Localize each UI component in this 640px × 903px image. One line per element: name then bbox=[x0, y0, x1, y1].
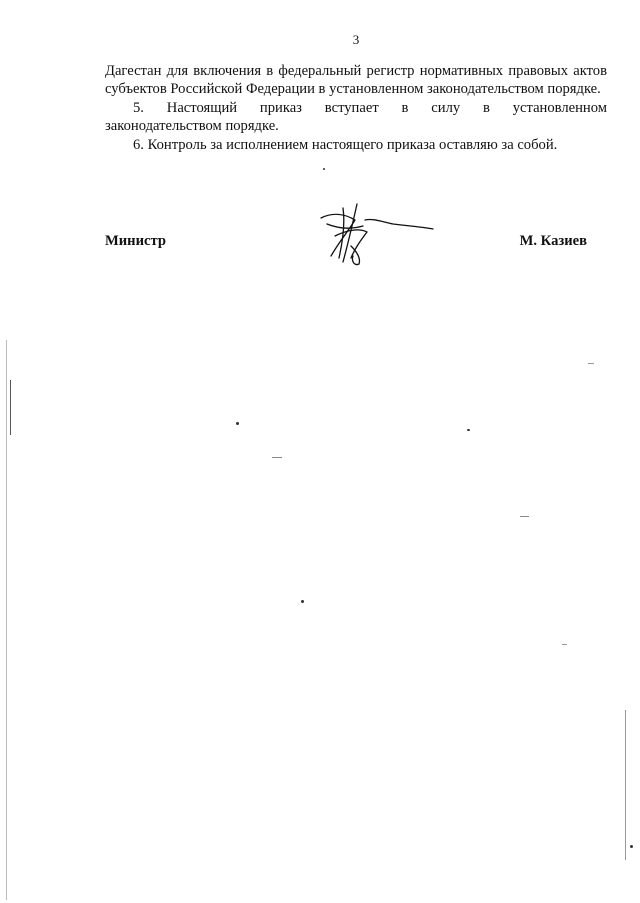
scan-artifact-dot bbox=[630, 845, 633, 848]
scan-artifact-dot bbox=[467, 429, 470, 431]
document-body bbox=[105, 62, 607, 154]
handwritten-signature bbox=[313, 200, 443, 270]
signatory-name: М. Казиев bbox=[519, 233, 587, 249]
paragraph-item-5-continuation: законодательством порядке. bbox=[105, 118, 279, 135]
signatory-title: Министр bbox=[105, 233, 166, 249]
paragraph-item-5: 5. Настоящий приказ вступает в силу в установленном bbox=[133, 99, 607, 116]
page-number: 3 bbox=[352, 32, 360, 47]
scan-artifact-line bbox=[272, 457, 282, 458]
scan-artifact-dot bbox=[323, 168, 325, 170]
paragraph-continuation: Дагестан для включения в федеральный регистр нормативных правовых актов субъектов Российской Федерации в установленном законодательством порядке. bbox=[105, 63, 607, 98]
scan-artifact-line bbox=[625, 710, 626, 860]
scan-artifact-dot bbox=[301, 600, 304, 603]
scan-artifact-line bbox=[10, 380, 11, 435]
scan-artifact-line bbox=[520, 516, 529, 517]
scan-artifact-line bbox=[588, 363, 594, 364]
scan-artifact-line bbox=[562, 644, 567, 645]
scan-artifact-dot bbox=[236, 422, 239, 425]
scan-artifact-line bbox=[6, 340, 7, 900]
paragraph-item-6: 6. Контроль за исполнением настоящего приказа оставляю за собой. bbox=[133, 136, 558, 153]
